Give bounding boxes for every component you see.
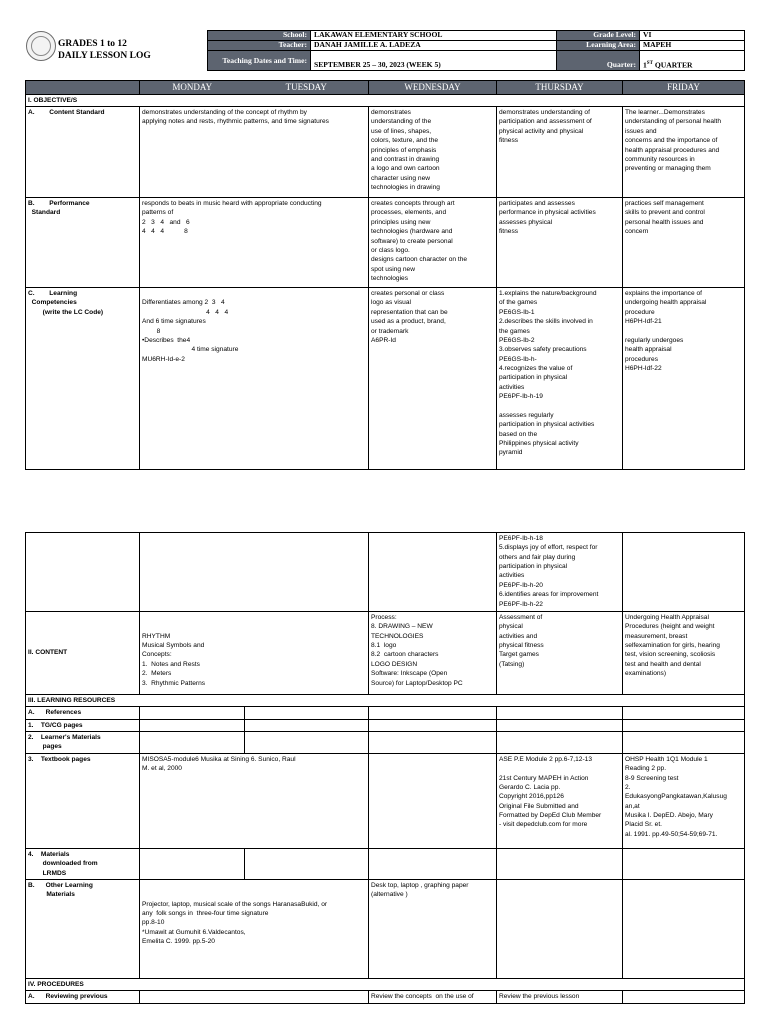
performance-standard-wednesday: creates concepts through art processes, elements, and principles using new technologies (hardware and software) to create personal or class logo. designs cartoon character on the spot using new technologies xyxy=(369,198,497,288)
header-info-table xyxy=(207,30,745,71)
content-standard-friday: The learner...Demonstrates understanding of personal health issues and concerns and the importance of health appraisal procedures and community resources in preventing or managing them xyxy=(623,107,745,198)
day-friday: FRIDAY xyxy=(623,81,745,95)
section-procedures: IV. PROCEDURES xyxy=(26,978,745,990)
label-other-materials: B. Other Learning Materials xyxy=(26,879,140,978)
other-materials-monday: Projector, laptop, musical scale of the songs HaranasaBukid, or any folk songs in three-four time signature pp.8-10 *Umawit at Gumuhit 6.Valdecantos, Emelita C. 1999. pp.5-20 xyxy=(140,879,369,978)
day-header-blank xyxy=(26,81,140,95)
reviewing-thursday: Review the previous lesson xyxy=(497,991,623,1003)
performance-standard-friday: practices self management skills to prevent and control personal health issues and concern xyxy=(623,198,745,288)
day-tuesday: TUESDAY xyxy=(285,81,327,92)
performance-standard-thursday: participates and assesses performance in physical activities assesses physical fitness xyxy=(497,198,623,288)
textbook-wednesday-blank xyxy=(369,753,497,848)
section-objectives: I. OBJECTIVE/S xyxy=(26,94,745,106)
competencies-thursday: 1.explains the nature/background of the games PE6GS-Ib-1 2.describes the skills involved in the games PE6GS-Ib-2 3.observes safety precautions PE6GS-Ib-h- 4.recognizes the value of participation in physical activities PE6PF-Ib-h-19 assesses regularly participation in physical activities based on the Philippines physical activity pyramid xyxy=(497,288,623,470)
content-monday: RHYTHM Musical Symbols and Concepts: 1. Notes and Rests 2. Meters 3. Rhythmic Patterns xyxy=(140,612,369,695)
content-thursday: Assessment of physical activities and physical fitness Target games (Tatsing) xyxy=(497,612,623,695)
section-content: II. CONTENT xyxy=(26,612,140,695)
label-learners-materials: 2. Learner's Materials pages xyxy=(26,732,140,754)
label-performance-standard: B. Performance Standard xyxy=(26,198,140,288)
content-standard-monday: demonstrates understanding of the concept of rhythm by applying notes and rests, rhythmic patterns, and time signatures xyxy=(140,107,369,198)
content-standard-wednesday: demonstrates understanding of the use of lines, shapes, colors, texture, and the principles of emphasis and contrast in drawing a logo and own cartoon character using new technologies in drawing xyxy=(369,107,497,198)
day-monday: MONDAY xyxy=(172,81,213,92)
grade-label: Grade Level: xyxy=(557,31,640,41)
content-standard-thursday: demonstrates understanding of participation and assessment of physical activity and physical fitness xyxy=(497,107,623,198)
teacher-label: Teacher: xyxy=(208,41,311,51)
dates-value: SEPTEMBER 25 – 30, 2023 (WEEK 5) xyxy=(311,51,557,71)
competencies-friday: explains the importance of undergoing health appraisal procedure H6PH-Idf-21 regularly undergoes health appraisal procedures H6PH-Idf-22 xyxy=(623,288,745,470)
lesson-log-table-page-1 xyxy=(25,80,745,470)
quarter-suffix: ST xyxy=(646,60,653,66)
label-reviewing-previous: A. Reviewing previous xyxy=(26,991,140,1003)
continuation-wednesday-blank xyxy=(369,533,497,612)
document-title xyxy=(58,39,151,63)
dates-label: Teaching Dates and Time: xyxy=(208,51,311,71)
competencies-thursday-continued: PE6PF-Ib-h-18 5.displays joy of effort, respect for others and fair play during participation in physical activities PE6PF-Ib-h-20 6.identifies areas for improvement PE6PF-Ib-h-22 xyxy=(497,533,623,612)
grade-value: VI xyxy=(640,31,745,41)
area-label: Learning Area: xyxy=(557,41,640,51)
other-materials-wednesday: Desk top, laptop , graphing paper (alternative ) xyxy=(369,879,497,978)
teacher-value: DANAH JAMILLE A. LADEZA xyxy=(311,41,557,51)
textbook-friday: OHSP Health 1Q1 Module 1 Reading 2 pp. 8-9 Screening test 2. EdukasyongPangkatawan,Kalusug an,at Musika I. DepED. Abejo, Mary Placid Sr. et. al. 1991. pp.49-50;54-59;69-71. xyxy=(623,753,745,848)
label-learning-competencies: C. Learning Competencies (write the LC Code) xyxy=(26,288,140,470)
other-materials-friday-blank xyxy=(623,879,745,978)
content-friday: Undergoing Health Appraisal Procedures (height and weight measurement, breast selfexamination for girls, hearing test, vision screening, scoliosis test and health and dental examinations) xyxy=(623,612,745,695)
content-wednesday: Process: 8. DRAWING – NEW TECHNOLOGIES 8.1 logo 8.2 cartoon characters LOGO DESIGN Software: Inkscape (Open Source) for Laptop/Desktop PC xyxy=(369,612,497,695)
textbook-thursday: ASE P.E Module 2 pp.6-7,12-13 21st Century MAPEH in Action Gerardo C. Lacia pp. Copyright 2016,pp126 Original File Submitted and Formatted by DepEd Club Member - visit depedclub.com for more xyxy=(497,753,623,848)
title-line-2: DAILY LESSON LOG xyxy=(58,50,151,61)
school-label: School: xyxy=(208,31,311,41)
continuation-label-blank xyxy=(26,533,140,612)
lesson-log-table-page-2 xyxy=(25,532,745,1004)
day-wednesday: WEDNESDAY xyxy=(369,81,497,95)
section-learning-resources: III. LEARNING RESOURCES xyxy=(26,695,745,707)
competencies-monday: Differentiates among 2 3 4 4 4 4 And 6 time signatures 8 •Describes the4 4 time signature MU6RH-Id-e-2 xyxy=(140,288,369,470)
area-value: MAPEH xyxy=(640,41,745,51)
reviewing-wednesday: Review the concepts on the use of xyxy=(369,991,497,1003)
reviewing-friday-blank xyxy=(623,991,745,1003)
label-tg-cg-pages: 1. TG/CG pages xyxy=(26,719,140,731)
continuation-friday-blank xyxy=(623,533,745,612)
continuation-monday-blank xyxy=(140,533,369,612)
school-value: LAKAWAN ELEMENTARY SCHOOL xyxy=(311,31,557,41)
deped-seal-icon xyxy=(26,31,56,61)
textbook-monday: MISOSA5-module6 Musika at Sining 6. Sunico, Raul M. et al, 2000 xyxy=(140,753,369,848)
day-header-mon-tue xyxy=(140,81,369,95)
title-line-1: GRADES 1 to 12 xyxy=(58,39,127,49)
other-materials-thursday-blank xyxy=(497,879,623,978)
quarter-word: QUARTER xyxy=(652,60,693,70)
performance-standard-monday: responds to beats in music heard with appropriate conducting patterns of 2 3 4 and 6 4 4 4 8 xyxy=(140,198,369,288)
reviewing-monday-blank xyxy=(140,991,369,1003)
quarter-number: 1 xyxy=(643,60,647,70)
day-thursday: THURSDAY xyxy=(497,81,623,95)
competencies-wednesday: creates personal or class logo as visual representation that can be used as a product, brand, or trademark A6PR-Id xyxy=(369,288,497,470)
quarter-value xyxy=(640,51,745,71)
label-content-standard: A. Content Standard xyxy=(26,107,140,198)
quarter-label: Quarter: xyxy=(557,51,640,71)
label-textbook-pages: 3. Textbook pages xyxy=(26,753,140,848)
label-references: A. References xyxy=(26,707,140,719)
label-lrmds-materials: 4. Materials downloaded from LRMDS xyxy=(26,848,140,879)
